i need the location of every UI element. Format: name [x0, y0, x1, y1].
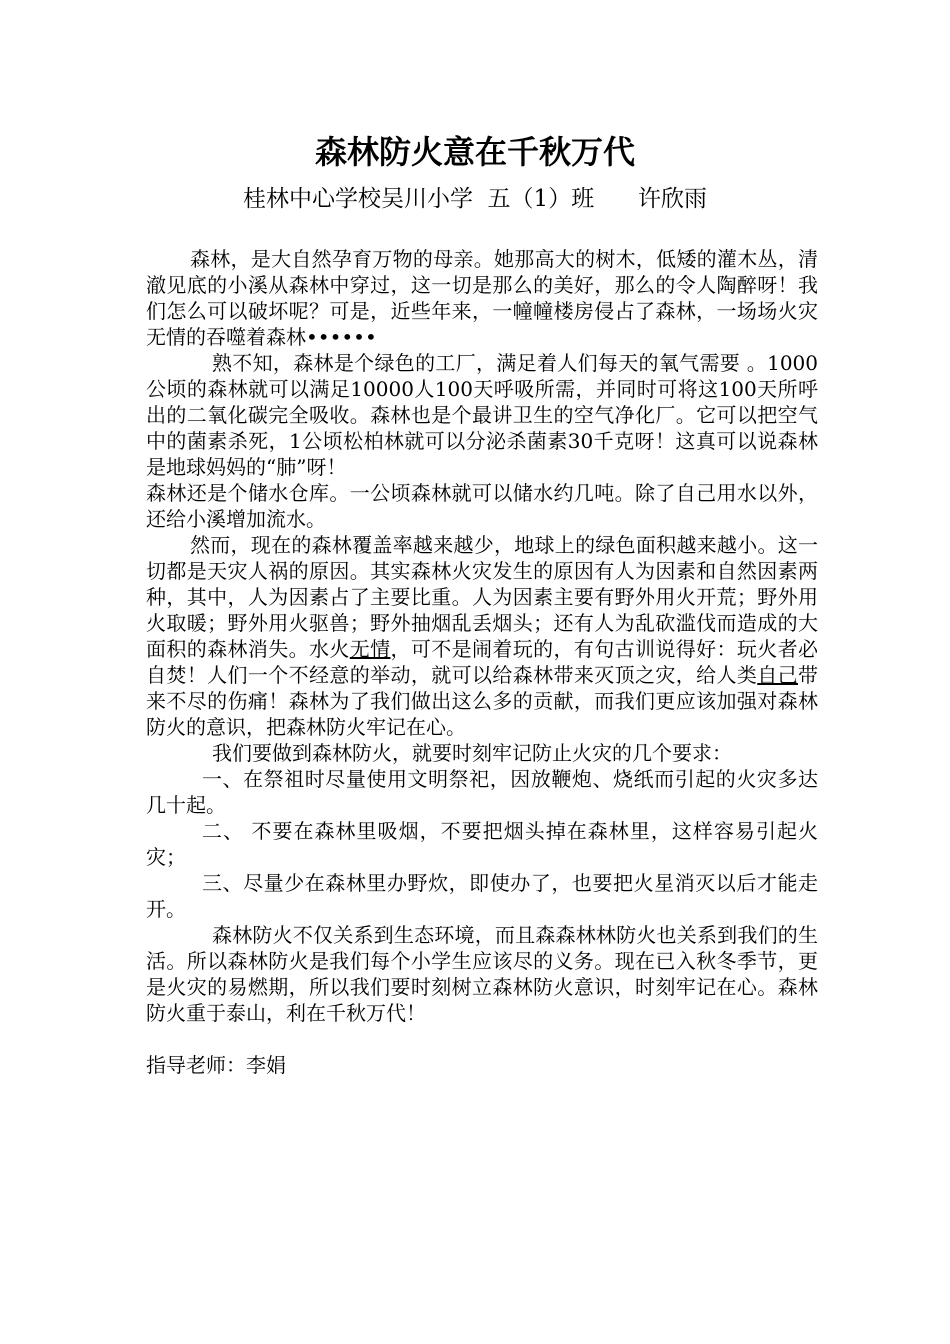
paragraph-fire-causes-part-b: ，可不是闹着玩的，有句古训说得好：玩火者必自焚！人们一个不经意的举动，就可以给森林带来灭顶之灾，给人类 — [146, 637, 818, 687]
paragraph-fire-causes — [146, 532, 818, 740]
paragraph-intro: 森林，是大自然孕育万物的母亲。她那高大的树木，低矮的灌木丛，清澈见底的小溪从森林中穿过，这一切是那么的美好，那么的令人陶醉呀！我们怎么可以破坏呢？可是，近些年来，一幢幢楼房侵占了森林，一场场火灾无情的吞噬着森林•••••• — [146, 247, 818, 349]
teacher-credit: 指导老师：李娟 — [146, 1053, 286, 1077]
paragraph-water-storage: 森林还是个储水仓库。一公顷森林就可以储水约几吨。除了自己用水以外，还给小溪增加流水。 — [146, 481, 818, 531]
document-body — [146, 246, 818, 1078]
paragraph-fire-causes-part-c: 带来不尽的伤痛！森林为了我们做出这么多的贡献，而我们更应该加强对森林防火的意识，把森林防火牢记在心。 — [146, 663, 818, 739]
underlined-word-ziji: 自己 — [757, 663, 798, 687]
author-byline: 桂林中心学校吴川小学 五（1）班 许欣雨 — [242, 186, 708, 212]
paragraph-oxygen-factory: 熟不知，森林是个绿色的工厂，满足着人们每天的氧气需要 。1000公顷的森林就可以满足10000人100天呼吸所需，并同时可将这100天所呼出的二氧化碳完全吸收。森林也是个最讲卫生的空气净化厂。它可以把空气中的菌素杀死，1公顷松柏林就可以分泌杀菌素30千克呀！这真可以说森林是地球妈妈的“肺”呀！ — [146, 351, 818, 479]
document-title: 森林防火意在千秋万代 — [314, 133, 635, 171]
underlined-word-wuqing: 无情 — [349, 637, 391, 661]
paragraph-fire-causes-part-a: 然而，现在的森林覆盖率越来越少，地球上的绿色面积越来越小。这一切都是天灾人祸的原因。其实森林火灾发生的原因有人为因素和自然因素两种，其中，人为因素占了主要比重。人为因素主要有野外用火开荒；野外用火取暖；野外用火驱兽；野外抽烟乱丢烟头；还有人为乱砍滥伐而造成的大面积的森林消失。水火 — [146, 533, 818, 661]
list-item-requirement-1: 一、在祭祖时尽量使用文明祭祀，因放鞭炮、烧纸而引起的火灾多达几十起。 — [146, 767, 818, 817]
list-item-requirement-2: 二、 不要在森林里吸烟，不要把烟头掉在森林里，这样容易引起火灾； — [146, 819, 818, 869]
paragraph-conclusion: 森林防火不仅关系到生态环境，而且森森林林防火也关系到我们的生活。所以森林防火是我们每个小学生应该尽的义务。现在已入秋冬季节，更是火灾的易燃期，所以我们要时刻树立森林防火意识，时刻牢记在心。森林防火重于泰山，利在千秋万代！ — [146, 923, 818, 1025]
paragraph-requirements-intro: 我们要做到森林防火，就要时刻牢记防止火灾的几个要求： — [212, 741, 732, 765]
list-item-requirement-3: 三、尽量少在森林里办野炊，即使办了，也要把火星消灭以后才能走开。 — [146, 871, 818, 921]
